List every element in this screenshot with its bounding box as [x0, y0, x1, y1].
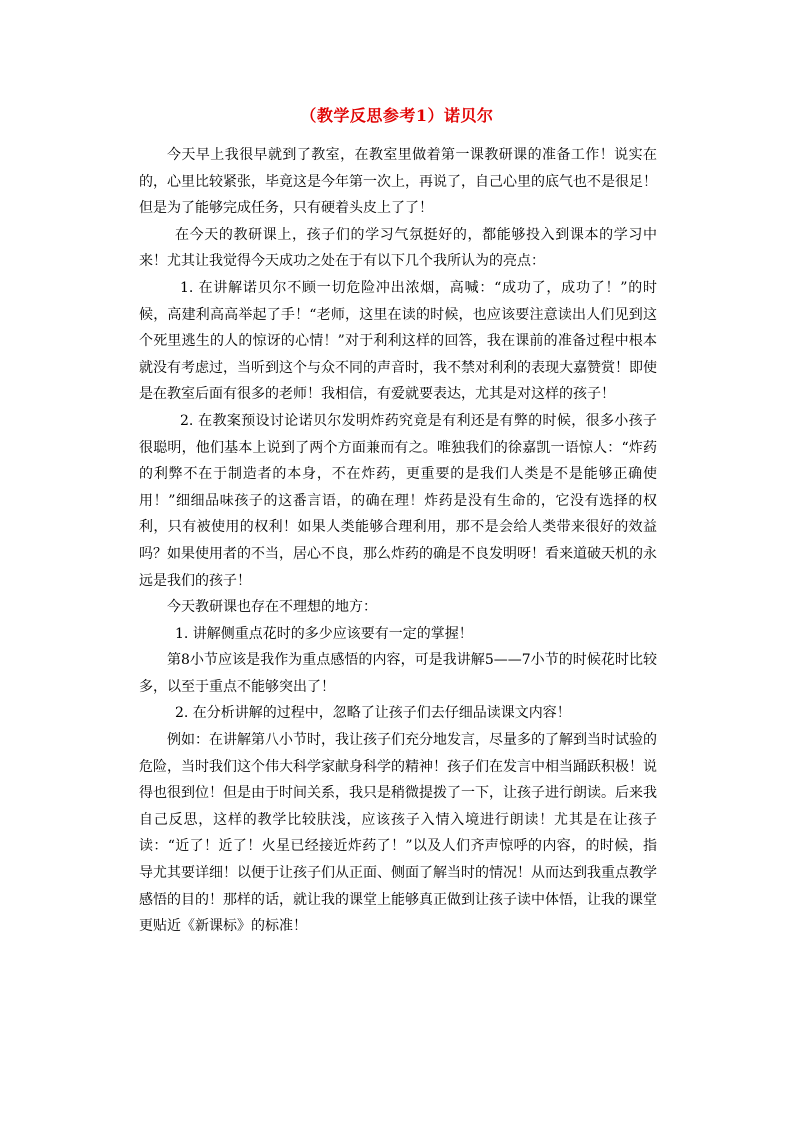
paragraph-shortcoming-1-detail: 第8小节应该是我作为重点感悟的内容，可是我讲解5——7小节的时候花时比较多，以至于重点不能够突出了！ [139, 652, 657, 695]
paragraph-highlight-2: 2. 在教案预设讨论诺贝尔发明炸药究竟是有利还是有弊的时候，很多小孩子很聪明，他们基本上说到了两个方面兼而有之。唯独我们的徐嘉凯一语惊人：“炸药的利弊不在于制造者的本身，不在炸药，更重要的是我们人类是不是能够正确使用！”细细品味孩子的这番言语，的确在理！炸药是没有生命的，它没有选择的权利，只有被使用的权利！如果人类能够合理利用，那不是会给人类带来很好的效益吗？如果使用者的不当，居心不良，那么炸药的确是不良发明呀！看来道破天机的永远是我们的孩子！ [139, 412, 657, 589]
document-body [139, 142, 657, 940]
paragraph-highlights-intro: 在今天的教研课上，孩子们的学习气氛挺好的，都能够投入到课本的学习中来！尤其让我觉得今天成功之处在于有以下几个我所认为的亮点： [139, 226, 657, 270]
document-title: （教学反思参考1）诺贝尔 [300, 106, 494, 125]
paragraph-shortcoming-2: 2. 在分析讲解的过程中，忽略了让孩子们去仔细品读课文内容！ [175, 705, 571, 722]
paragraph-example: 例如：在讲解第八小节时，我让孩子们充分地发言，尽量多的了解到当时试验的危险，当时我们这个伟大科学家献身科学的精神！孩子们在发言中相当踊跃积极！说得也很到位！但是由于时间关系，我只是稍微提拨了一下，让孩子进行朗读。后来我自己反思，这样的教学比较肤浅，应该孩子入情入境进行朗读！尤其是在让孩子读：“近了！近了！火星已经接近炸药了！”以及人们齐声惊呼的内容，的时候，指导尤其要详细！以便于让孩子们从正面、侧面了解当时的情况！从而达到我重点教学感悟的目的！那样的话，就让我的课堂上能够真正做到让孩子读中体悟，让我的课堂更贴近《新课标》的标准！ [139, 732, 657, 935]
paragraph-shortcoming-1: 1. 讲解侧重点花时的多少应该要有一定的掌握！ [175, 625, 473, 642]
paragraph-intro: 今天早上我很早就到了教室，在教室里做着第一课教研课的准备工作！说实在的，心里比较紧张，毕竟这是今年第一次上，再说了，自己心里的底气也不是很足！但是为了能够完成任务，只有硬着头皮上了了！ [139, 147, 657, 217]
paragraph-highlight-1: 1. 在讲解诺贝尔不顾一切危险冲出浓烟，高喊：“成功了，成功了！”的时候，高建利高高举起了手！“老师，这里在读的时候，也应该要注意读出人们见到这个死里逃生的人的惊讶的心情！”对于利利这样的回答，我在课前的准备过程中根本就没有考虑过，当听到这个与众不同的声音时，我不禁对利利的表现大嘉赞赏！即使是在教室后面有很多的老师！我相信，有爱就要表达，尤其是对这样的孩子！ [139, 279, 657, 403]
paragraph-shortcomings-intro: 今天教研课也存在不理想的地方： [167, 599, 377, 616]
